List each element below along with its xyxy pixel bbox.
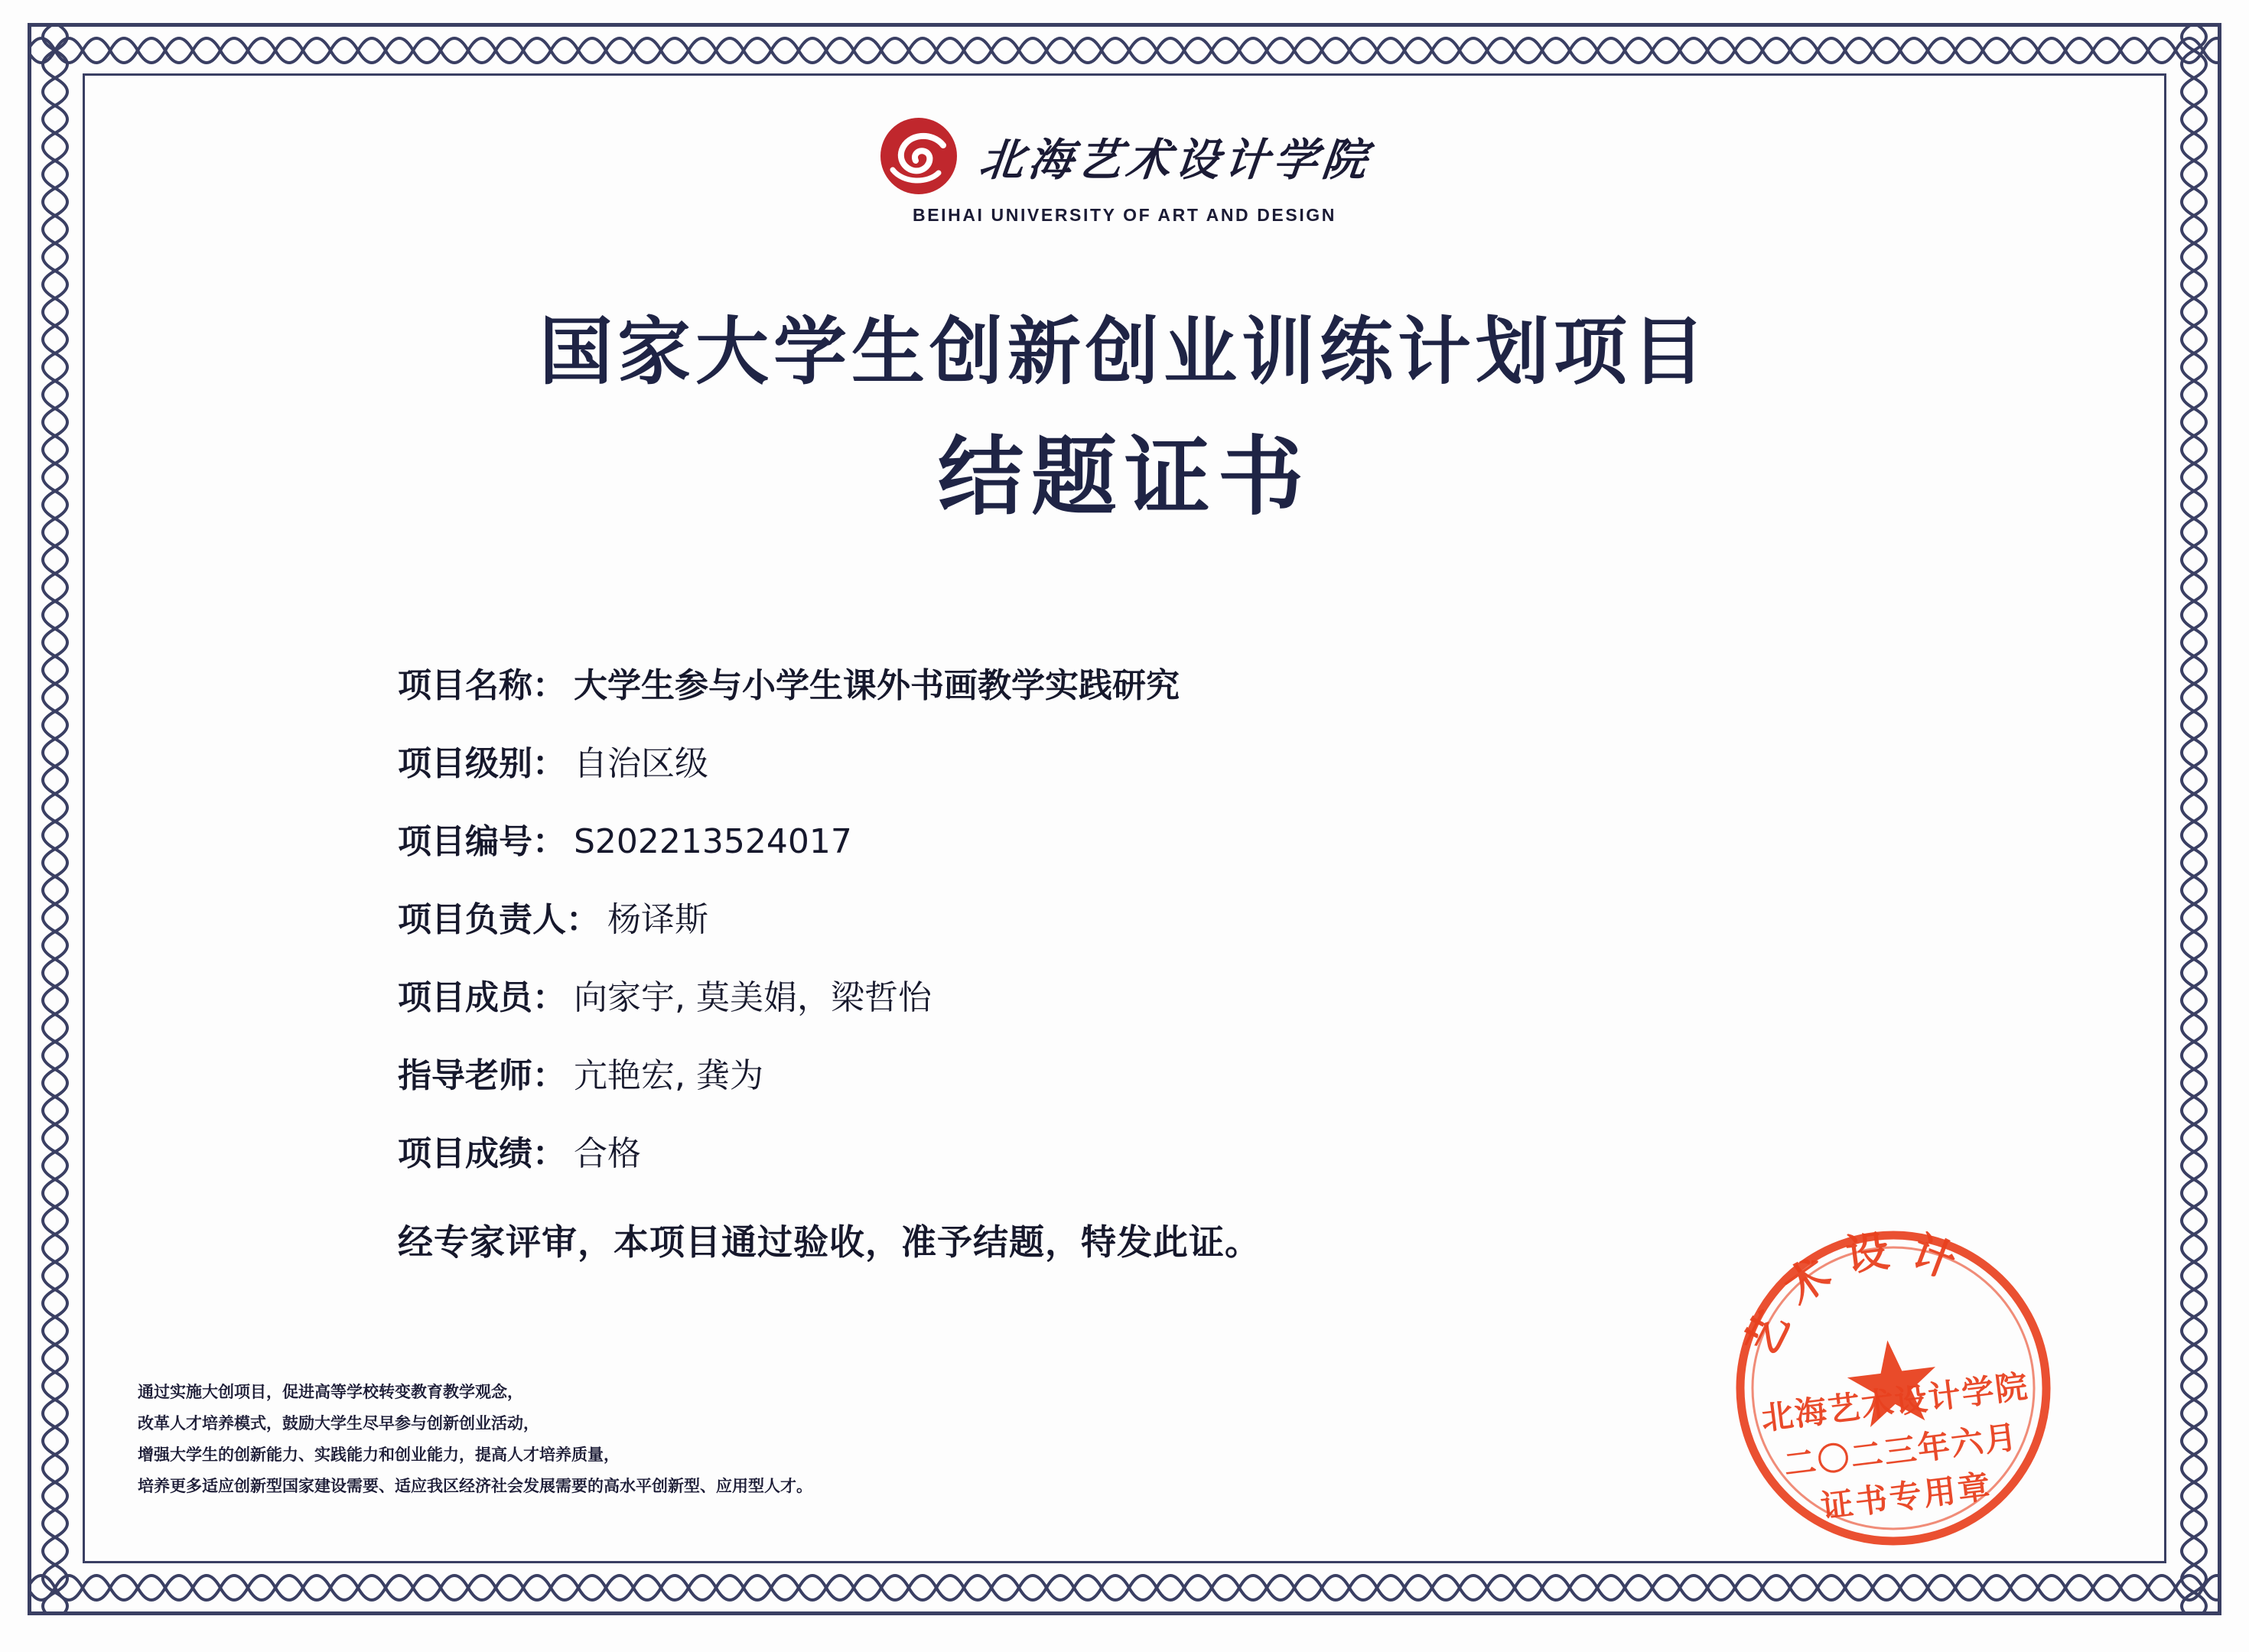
seal-center-line-2: 二〇二三年六月 [1782,1417,2020,1484]
field-label: 项目负责人： [398,900,600,939]
footnote-line-1: 通过实施大创项目，促进高等学校转变教育教学观念， [138,1382,523,1402]
field-value: S202213524017 [574,822,852,861]
field-value: 向家宇, 莫美娟，梁哲怡 [574,978,932,1017]
footnote-line-3: 增强大学生的创新能力、实践能力和创业能力，提高人才培养质量， [138,1445,620,1465]
field-row-advisors [398,1048,2020,1097]
field-value: 杨译斯 [607,900,708,939]
footnote-block [138,1377,812,1502]
approval-statement: 经专家评审，本项目通过验收，准予结题，特发此证。 [398,1221,1261,1263]
field-row-project-leader [398,892,2020,941]
field-row-project-members [398,970,2020,1019]
field-row-project-name [398,658,2020,707]
field-label: 项目编号： [398,822,566,861]
project-fields [398,658,2020,1265]
institution-name-en: BEIHAI UNIVERSITY OF ART AND DESIGN [912,205,1337,225]
field-label: 项目成员： [398,978,566,1017]
institution-name-cn: 北海艺术设计学院 [976,134,1375,186]
field-label: 项目名称： [398,666,566,705]
footnote-line-4: 培养更多适应创新型国家建设需要、适应我区经济社会发展需要的高水平创新型、应用型人才。 [138,1476,812,1496]
field-label: 指导老师： [398,1056,566,1095]
field-value: 合格 [574,1134,641,1173]
seal-center-line-3: 证书专用章 [1818,1467,1995,1526]
footnote-line-2: 改革人才培养模式，鼓励大学生尽早参与创新创业活动， [138,1413,539,1433]
title-line-2: 结题证书 [938,427,1311,527]
field-label: 项目成绩： [398,1134,566,1173]
institution-logo-block [0,115,2249,226]
title-line-1: 国家大学生创新创业训练计划项目 [539,308,1710,395]
field-value: 大学生参与小学生课外书画教学实践研究 [574,666,1180,705]
field-row-grade [398,1126,2020,1175]
svg-text:艺术设计 [1723,1215,1990,1370]
official-seal [1710,1205,2076,1571]
field-row-project-number [398,814,2020,863]
seal-center-line-1: 北海艺术设计学院 [1759,1367,2031,1438]
spiral-wave-logo-icon [877,115,960,197]
field-label: 项目级别： [398,744,566,783]
field-value: 自治区级 [574,744,708,783]
certificate-title-block [0,306,2249,532]
seal-arc-text: 艺术设计 [1735,1223,1979,1365]
field-row-project-level [398,736,2020,785]
field-value: 亢艳宏, 龚为 [574,1056,763,1095]
